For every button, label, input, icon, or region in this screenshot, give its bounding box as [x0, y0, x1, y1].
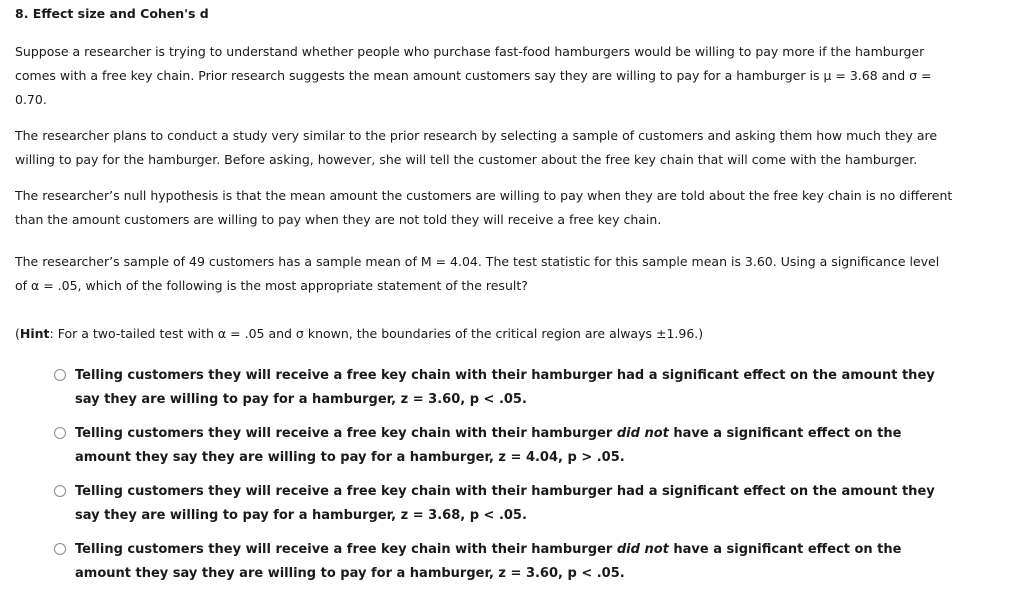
radio-button[interactable]	[54, 427, 66, 439]
hint-body: : For a two-tailed test with α = .05 and σ known, the boundaries of the critical region are always ±1.96.)	[49, 326, 704, 341]
radio-button[interactable]	[54, 543, 66, 555]
answer-emphasis: did not	[616, 542, 669, 557]
sample-result-paragraph: The researcher’s sample of 49 customers has a sample mean of M = 4.04. The test statistic for this sample mean is 3.60. Using a significance level of α = .05, which of the following is the most appropriate statement of the result?	[15, 254, 940, 293]
radio-button[interactable]	[54, 369, 66, 381]
answer-emphasis: did not	[616, 426, 669, 441]
answer-option-label[interactable]	[75, 364, 945, 412]
answer-text-rest: have a significant effect on the amount they say they are willing to pay for a hamburger, z = 4.04, p > .05.	[75, 426, 902, 465]
answer-text: Telling customers they will receive a free key chain with their hamburger had a significant effect on the amount they say they are willing to pay for a hamburger, z = 3.60, p < .05.	[75, 368, 935, 407]
answer-text-rest: have a significant effect on the amount they say they are willing to pay for a hamburger, z = 3.60, p < .05.	[75, 542, 902, 581]
answer-option-label[interactable]	[75, 422, 945, 470]
question-title: 8. Effect size and Cohen's d	[15, 6, 209, 21]
answer-text: Telling customers they will receive a free key chain with their hamburger	[75, 426, 617, 441]
null-hypothesis-paragraph: The researcher’s null hypothesis is that the mean amount the customers are willing to pay when they are told about the free key chain is no different than the amount customers are willing to pay when they are not told they will receive a free key chain.	[15, 188, 953, 227]
answer-option-label[interactable]	[75, 480, 945, 528]
answer-text: Telling customers they will receive a free key chain with their hamburger had a significant effect on the amount they say they are willing to pay for a hamburger, z = 3.68, p < .05.	[75, 484, 935, 523]
scenario-paragraph: Suppose a researcher is trying to understand whether people who purchase fast-food hamburgers would be willing to pay more if the hamburger comes with a free key chain. Prior research suggests the mean amount customers say they are willing to pay for a hamburger is μ = 3.68 and σ = 0.70.	[15, 44, 932, 107]
hint-label: Hint	[19, 326, 50, 341]
answer-text: Telling customers they will receive a free key chain with their hamburger	[75, 542, 617, 557]
hint-open-paren: (	[15, 326, 20, 341]
answer-option-label[interactable]	[75, 538, 945, 586]
study-design-paragraph: The researcher plans to conduct a study very similar to the prior research by selecting a sample of customers and asking them how much they are willing to pay for the hamburger. Before asking, however, she will tell the customer about the free key chain that will come with the hamburger.	[15, 128, 938, 167]
radio-button[interactable]	[54, 485, 66, 497]
hint-text	[15, 322, 955, 346]
